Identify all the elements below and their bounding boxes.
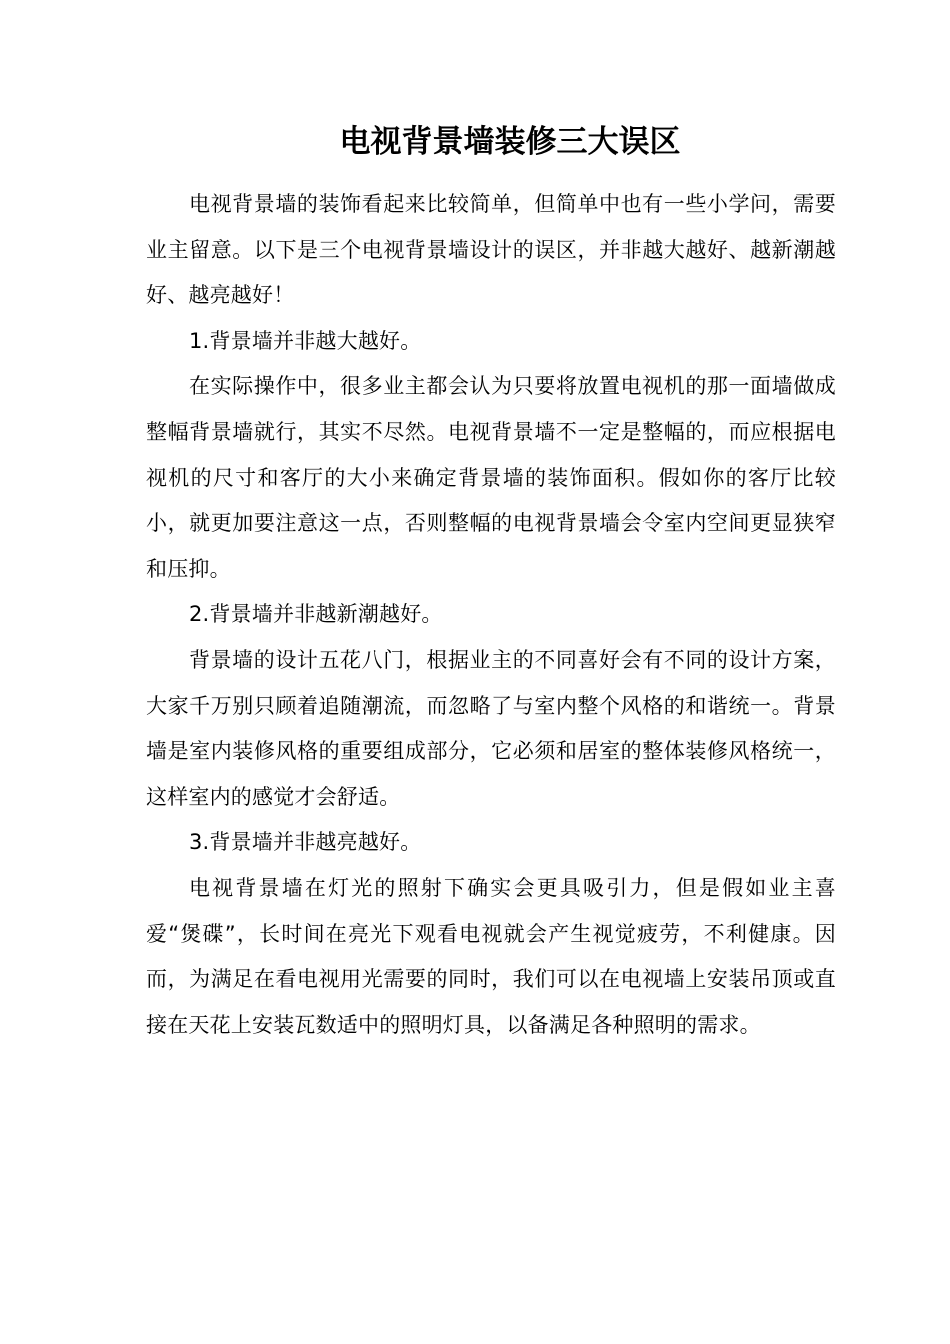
section-heading-3: 3.背景墙并非越亮越好。: [189, 830, 422, 855]
section-paragraph-3: 电视背景墙在灯光的照射下确实会更具吸引力，但是假如业主喜爱“煲碟”，长时间在亮光下观看电视就会产生视觉疲劳，不利健康。因而，为满足在看电视用光需要的同时，我们可以在电视墙上安装吊顶或直接在天花上安装瓦数适中的照明灯具，以备满足各种照明的需求。: [146, 875, 836, 1037]
document-body: [146, 182, 836, 1048]
section-paragraph-2: 背景墙的设计五花八门，根据业主的不同喜好会有不同的设计方案，大家千万别只顾着追随潮流，而忽略了与室内整个风格的和谐统一。背景墙是室内装修风格的重要组成部分，它必须和居室的整体装修风格统一，这样室内的感觉才会舒适。: [146, 647, 836, 809]
document-title: 电视背景墙装修三大误区: [339, 124, 681, 160]
section-heading-1: 1.背景墙并非越大越好。: [189, 328, 422, 353]
intro-paragraph: 电视背景墙的装饰看起来比较简单，但简单中也有一些小学问，需要业主留意。以下是三个电视背景墙设计的误区，并非越大越好、越新潮越好、越亮越好！: [146, 192, 836, 308]
section-heading-2: 2.背景墙并非越新潮越好。: [189, 602, 443, 627]
section-paragraph-1: 在实际操作中，很多业主都会认为只要将放置电视机的那一面墙做成整幅背景墙就行，其实不尽然。电视背景墙不一定是整幅的，而应根据电视机的尺寸和客厅的大小来确定背景墙的装饰面积。假如你的客厅比较小，就更加要注意这一点，否则整幅的电视背景墙会令室内空间更显狭窄和压抑。: [146, 374, 836, 581]
